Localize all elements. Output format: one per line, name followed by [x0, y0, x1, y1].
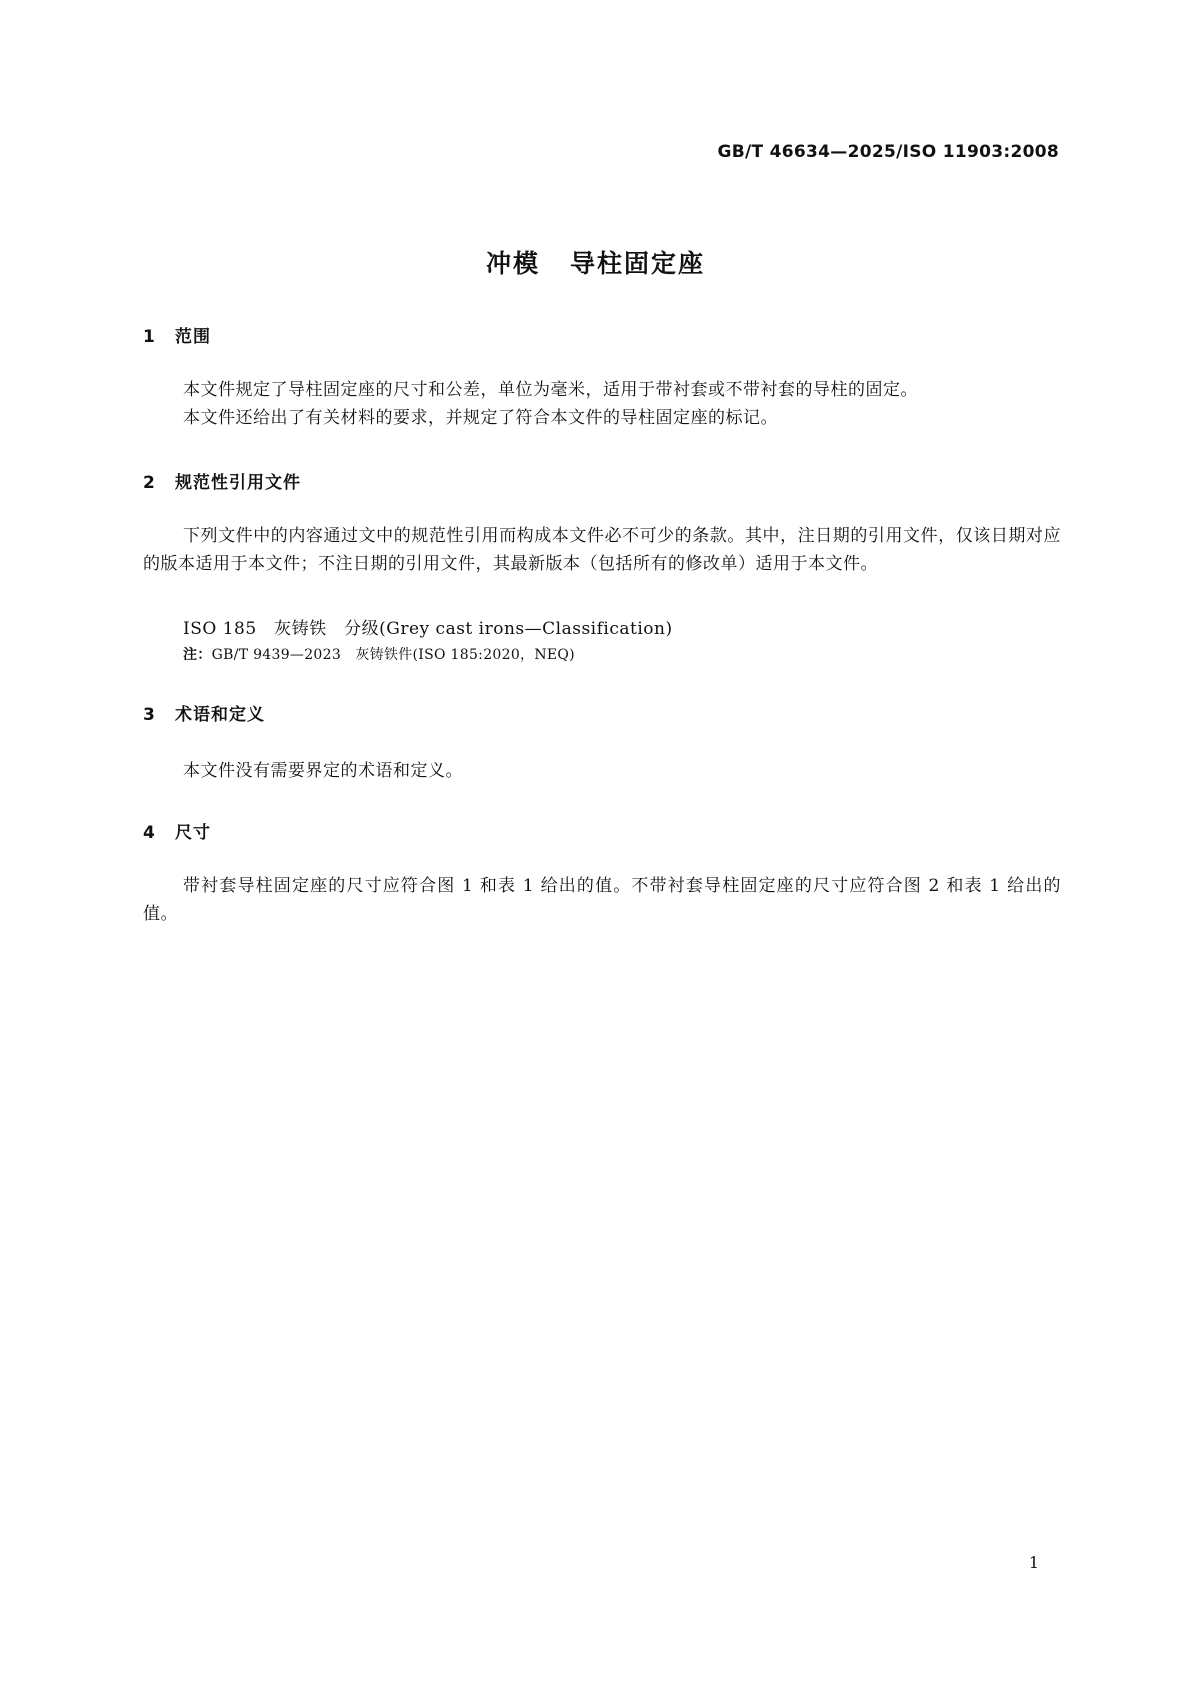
- normative-reference-iso-185: ISO 185 灰铸铁 分级(Grey cast irons—Classification): [183, 619, 673, 639]
- standard-number-header: GB/T 46634—2025/ISO 11903:2008: [717, 142, 1059, 162]
- section-1-number: 1: [143, 327, 156, 347]
- section-1-paragraph-2: 本文件还给出了有关材料的要求，并规定了符合本文件的导柱固定座的标记。: [183, 408, 778, 428]
- section-2-heading: [143, 468, 301, 493]
- note-text: GB/T 9439—2023 灰铸铁件(ISO 185:2020，NEQ): [211, 647, 575, 663]
- section-3-paragraph-1: 本文件没有需要界定的术语和定义。: [183, 761, 463, 781]
- title-part-2: 导柱固定座: [570, 249, 706, 278]
- section-1-paragraph-1: 本文件规定了导柱固定座的尺寸和公差，单位为毫米，适用于带衬套或不带衬套的导柱的固定。: [183, 380, 918, 400]
- page-number: 1: [1028, 1553, 1039, 1572]
- section-3-title: 术语和定义: [175, 705, 265, 725]
- section-4-title: 尺寸: [175, 823, 211, 843]
- section-4-number: 4: [143, 823, 156, 843]
- note-label: 注：: [183, 647, 212, 663]
- section-2-paragraph-1: 下列文件中的内容通过文中的规范性引用而构成本文件必不可少的条款。其中，注日期的引用文件，仅该日期对应的版本适用于本文件；不注日期的引用文件，其最新版本（包括所有的修改单）适用于本文件。: [143, 526, 1061, 574]
- section-2-number: 2: [143, 473, 156, 493]
- section-4-heading: [143, 818, 211, 843]
- section-1-title: 范围: [175, 327, 211, 347]
- section-3-heading: [143, 700, 265, 725]
- section-4-paragraph-1: 带衬套导柱固定座的尺寸应符合图 1 和表 1 给出的值。不带衬套导柱固定座的尺寸应符合图 2 和表 1 给出的值。: [143, 876, 1061, 924]
- reference-note: [183, 644, 575, 664]
- section-2-title: 规范性引用文件: [175, 473, 301, 493]
- section-1-heading: [143, 322, 211, 347]
- section-3-number: 3: [143, 705, 156, 725]
- title-part-1: 冲模: [485, 249, 540, 278]
- document-title: [0, 244, 1191, 280]
